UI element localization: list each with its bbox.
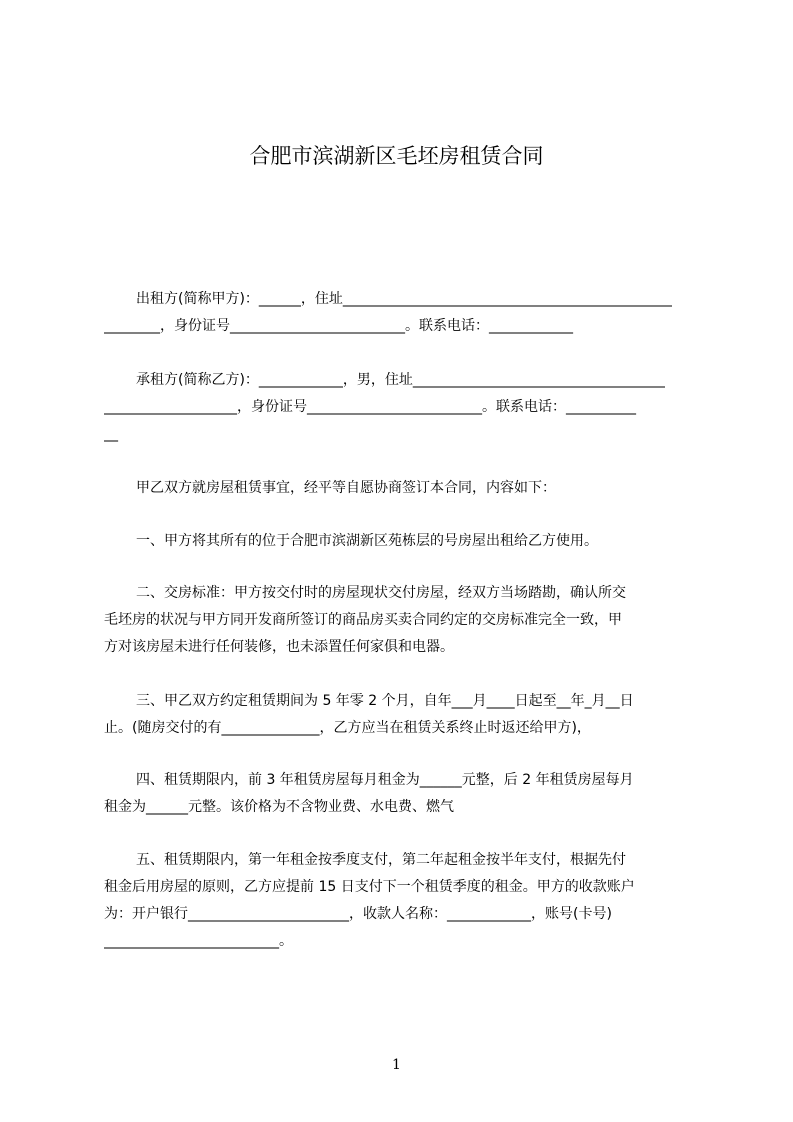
clause-3-line: 止。(随房交付的有______________，乙方应当在租赁关系终止时返还给甲方)，: [104, 720, 591, 736]
contract-title: 合肥市滨湖新区毛坯房租赁合同: [249, 144, 544, 168]
clause-4-paragraph: [104, 767, 700, 821]
clause-5-line: 为：开户银行_______________________，收款人名称：____________，账号(卡号): [104, 906, 612, 922]
clause-5-line: 五、租赁期限内，第一年租金按季度支付，第二年起租金按半年支付，根据先付: [136, 852, 626, 868]
clause-5-line: 租金后用房屋的原则，乙方应提前 15 日支付下一个租赁季度的租金。甲方的收款账户: [104, 879, 635, 895]
page-number: 1: [392, 1057, 401, 1073]
clause-1-line: 一、甲方将其所有的位于合肥市滨湖新区苑栋层的号房屋出租给乙方使用。: [136, 533, 598, 549]
clause-2-line: 毛坯房的状况与甲方同开发商所签订的商品房买卖合同约定的交房标准完全一致，甲: [104, 612, 622, 628]
lessee-paragraph: [104, 367, 700, 448]
preamble-line: 甲乙双方就房屋租赁事宜，经平等自愿协商签订本合同，内容如下：: [136, 480, 556, 496]
lessee-line: __: [104, 426, 118, 442]
clause-4-line: 四、租赁期限内，前 3 年租赁房屋每月租金为______元整，后 2 年租赁房屋每月: [136, 772, 634, 788]
clause-2-line: 二、交房标准：甲方按交付时的房屋现状交付房屋，经双方当场踏勘，确认所交: [136, 585, 626, 601]
clause-4-line: 租金为______元整。该价格为不含物业费、水电费、燃气: [104, 799, 454, 815]
clause-2-line: 方对该房屋未进行任何装修，也未添置任何家俱和电器。: [104, 639, 454, 655]
lessor-paragraph: [104, 286, 700, 340]
lessor-line: ________，身份证号_________________________。联系电话：____________: [104, 318, 573, 334]
clause-2-paragraph: [104, 580, 700, 661]
clause-3-paragraph: [104, 688, 700, 742]
preamble-paragraph: [104, 475, 700, 502]
lessor-line: 出租方(简称甲方)：______，住址_______________________________________________: [136, 291, 672, 307]
lessee-line: 承租方(简称乙方)：____________，男，住址____________________________________: [136, 372, 665, 388]
clause-5-paragraph: [104, 847, 700, 955]
lessee-line: ___________________，身份证号_________________________。联系电话：__________: [104, 399, 636, 415]
clause-3-line: 三、甲乙双方约定租赁期间为 5 年零 2 个月，自年___月____日起至__年_月__日: [136, 693, 634, 709]
clause-5-line: _________________________。: [104, 933, 293, 949]
clause-1-paragraph: [104, 528, 700, 555]
